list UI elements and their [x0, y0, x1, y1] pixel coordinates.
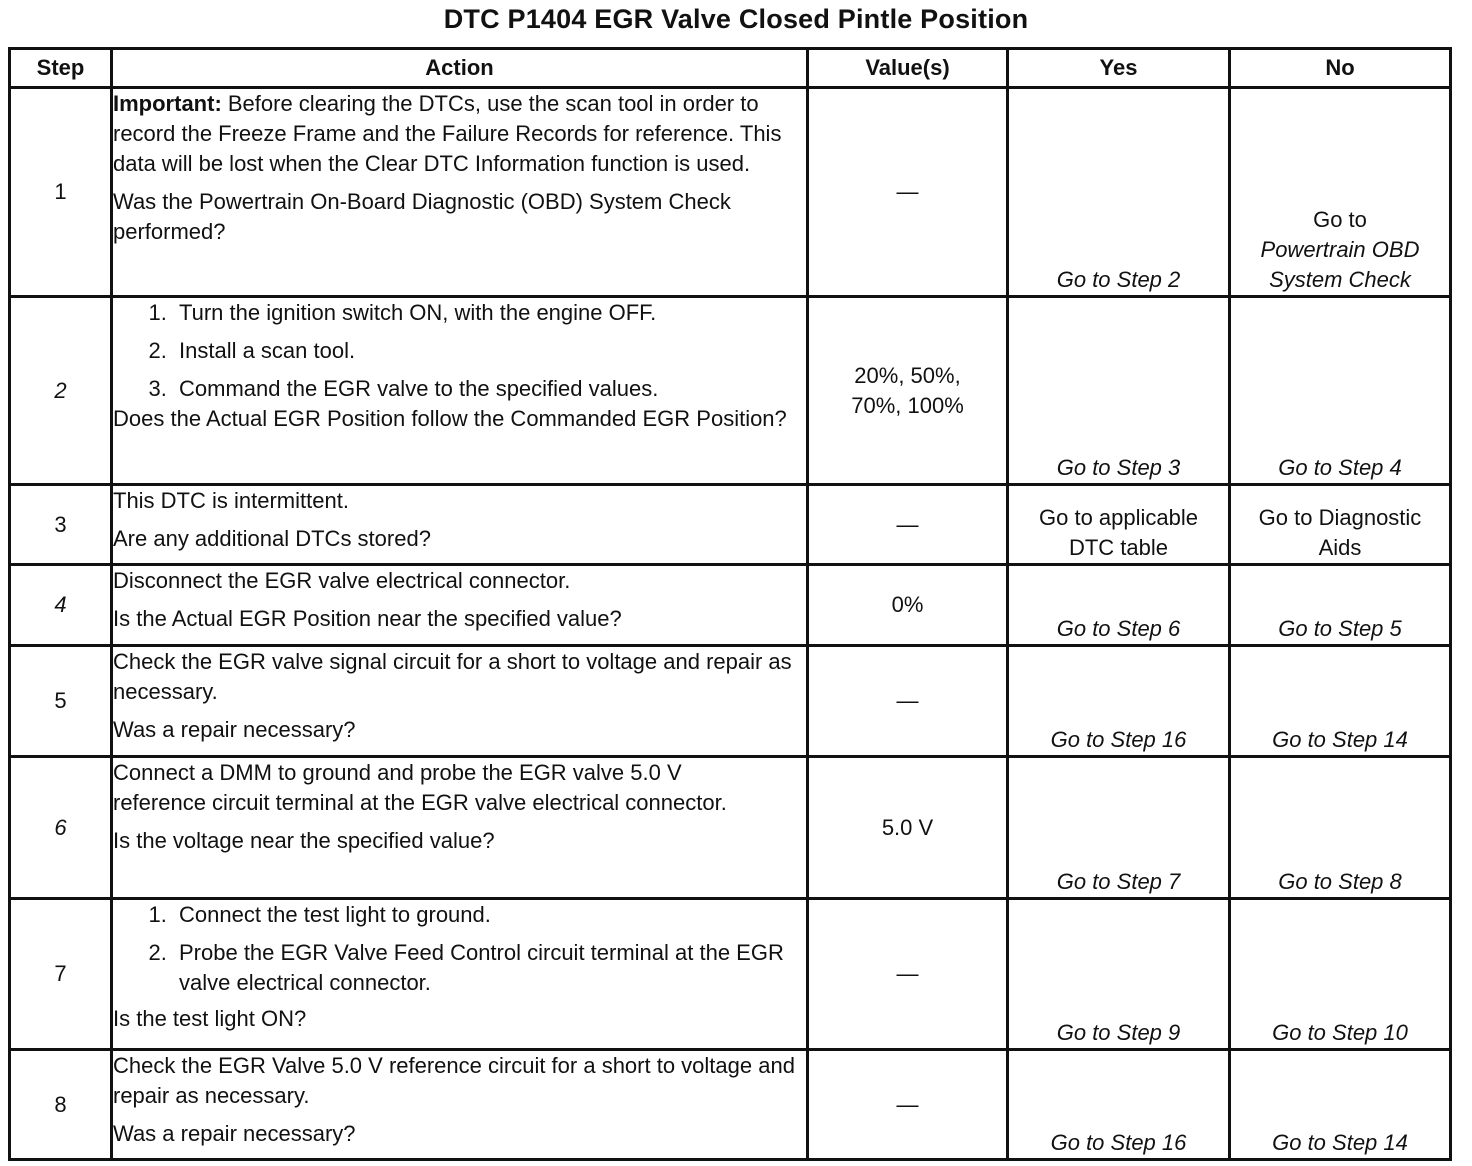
list-item: 2. Install a scan tool. — [173, 336, 806, 366]
action-question: Is the voltage near the specified value? — [113, 828, 495, 853]
action-cell — [112, 646, 808, 757]
yes-cell[interactable] — [1008, 1050, 1230, 1160]
yes-link[interactable]: Go to Step 6 — [1056, 616, 1181, 641]
table-row — [10, 899, 1451, 1050]
action-question: Does the Actual EGR Position follow the Commanded EGR Position? — [113, 406, 787, 431]
important-label: Important: — [113, 91, 222, 116]
no-link[interactable]: Go to Step 4 — [1278, 455, 1402, 480]
action-cell — [112, 88, 808, 297]
table-row — [10, 757, 1451, 899]
action-question: Was a repair necessary? — [113, 717, 356, 742]
yes-cell[interactable] — [1008, 485, 1230, 565]
action-question: Was a repair necessary? — [113, 1121, 356, 1146]
list-item: 1. Turn the ignition switch ON, with the engine OFF. — [173, 298, 806, 328]
list-item: 2. Probe the EGR Valve Feed Control circuit terminal at the EGR valve electrical connector. — [173, 938, 806, 998]
yes-cell[interactable] — [1008, 88, 1230, 297]
no-cell[interactable] — [1230, 757, 1451, 899]
value-cell: 0% — [808, 565, 1008, 646]
action-question: Was the Powertrain On-Board Diagnostic (OBD) System Check performed? — [113, 189, 731, 244]
yes-link[interactable]: Go to Step 16 — [1050, 727, 1187, 752]
action-steps-list — [113, 298, 806, 404]
no-link[interactable]: Go to Step 10 — [1272, 1020, 1408, 1045]
header-values: Value(s) — [808, 49, 1008, 88]
no-link[interactable]: Go to Step 14 — [1272, 727, 1408, 752]
action-cell — [112, 899, 808, 1050]
step-number: 8 — [10, 1050, 112, 1160]
header-no: No — [1230, 49, 1451, 88]
no-cell[interactable] — [1230, 646, 1451, 757]
important-text: Before clearing the DTCs, use the scan tool in order to record the Freeze Frame and the Failure Records for reference. This data will be lost when the Clear DTC Information function is used. — [113, 91, 782, 176]
header-action: Action — [112, 49, 808, 88]
no-cell[interactable] — [1230, 88, 1451, 297]
value-cell: 5.0 V — [808, 757, 1008, 899]
table-row — [10, 297, 1451, 485]
no-link[interactable]: Powertrain OBD System Check — [1260, 237, 1420, 292]
action-cell — [112, 485, 808, 565]
no-cell[interactable] — [1230, 899, 1451, 1050]
value-cell: — — [808, 1050, 1008, 1160]
action-cell — [112, 565, 808, 646]
table-row — [10, 88, 1451, 297]
table-row — [10, 565, 1451, 646]
action-question: Is the Actual EGR Position near the specified value? — [113, 606, 622, 631]
header-step: Step — [10, 49, 112, 88]
yes-cell[interactable] — [1008, 565, 1230, 646]
no-cell[interactable] — [1230, 297, 1451, 485]
table-row — [10, 485, 1451, 565]
list-item: 1. Connect the test light to ground. — [173, 900, 806, 930]
yes-link[interactable]: Go to applicable DTC table — [1039, 505, 1198, 560]
list-item: 3. Command the EGR valve to the specified values. — [173, 374, 806, 404]
action-steps-list — [113, 900, 806, 998]
header-row — [10, 49, 1451, 88]
step-number: 5 — [10, 646, 112, 757]
step-number: 4 — [10, 565, 112, 646]
value-cell — [808, 297, 1008, 485]
yes-cell[interactable] — [1008, 297, 1230, 485]
value-cell: — — [808, 646, 1008, 757]
action-text: Check the EGR valve signal circuit for a short to voltage and repair as necessary. — [113, 649, 792, 704]
step-number: 6 — [10, 757, 112, 899]
no-cell[interactable] — [1230, 485, 1451, 565]
action-cell — [112, 297, 808, 485]
table-row — [10, 646, 1451, 757]
yes-link[interactable]: Go to Step 3 — [1056, 455, 1181, 480]
no-cell[interactable] — [1230, 565, 1451, 646]
step-number: 1 — [10, 88, 112, 297]
step-number: 2 — [10, 297, 112, 485]
value-cell: — — [808, 899, 1008, 1050]
yes-link[interactable]: Go to Step 7 — [1056, 869, 1181, 894]
step-number: 3 — [10, 485, 112, 565]
no-link[interactable]: Go to Step 14 — [1272, 1130, 1408, 1155]
action-cell — [112, 757, 808, 899]
no-link[interactable]: Go to Step 5 — [1278, 616, 1402, 641]
diagnostic-table — [8, 47, 1452, 1161]
no-link[interactable]: Go to Step 8 — [1278, 869, 1402, 894]
action-text: This DTC is intermittent. — [113, 488, 349, 513]
yes-link[interactable]: Go to Step 16 — [1050, 1130, 1187, 1155]
yes-link[interactable]: Go to Step 2 — [1056, 267, 1181, 292]
no-link[interactable]: Go to Diagnostic Aids — [1258, 505, 1422, 560]
table-row — [10, 1050, 1451, 1160]
no-cell[interactable] — [1230, 1050, 1451, 1160]
important-note — [113, 89, 806, 179]
value-text: 20%, 50%, 70%, 100% — [851, 362, 964, 418]
yes-cell[interactable] — [1008, 757, 1230, 899]
action-text: Disconnect the EGR valve electrical connector. — [113, 568, 571, 593]
no-prefix: Go to — [1313, 207, 1367, 232]
yes-cell[interactable] — [1008, 646, 1230, 757]
action-cell — [112, 1050, 808, 1160]
yes-link[interactable]: Go to Step 9 — [1056, 1020, 1181, 1045]
action-question: Are any additional DTCs stored? — [113, 526, 431, 551]
value-cell: — — [808, 485, 1008, 565]
step-number: 7 — [10, 899, 112, 1050]
page-title: DTC P1404 EGR Valve Closed Pintle Position — [443, 4, 1029, 34]
header-yes: Yes — [1008, 49, 1230, 88]
yes-cell[interactable] — [1008, 899, 1230, 1050]
action-text: Check the EGR Valve 5.0 V reference circuit for a short to voltage and repair as necessary. — [113, 1053, 795, 1108]
action-text: Connect a DMM to ground and probe the EGR valve 5.0 V reference circuit terminal at the EGR valve electrical connector. — [113, 760, 727, 815]
action-question: Is the test light ON? — [113, 1006, 307, 1031]
value-cell: — — [808, 88, 1008, 297]
